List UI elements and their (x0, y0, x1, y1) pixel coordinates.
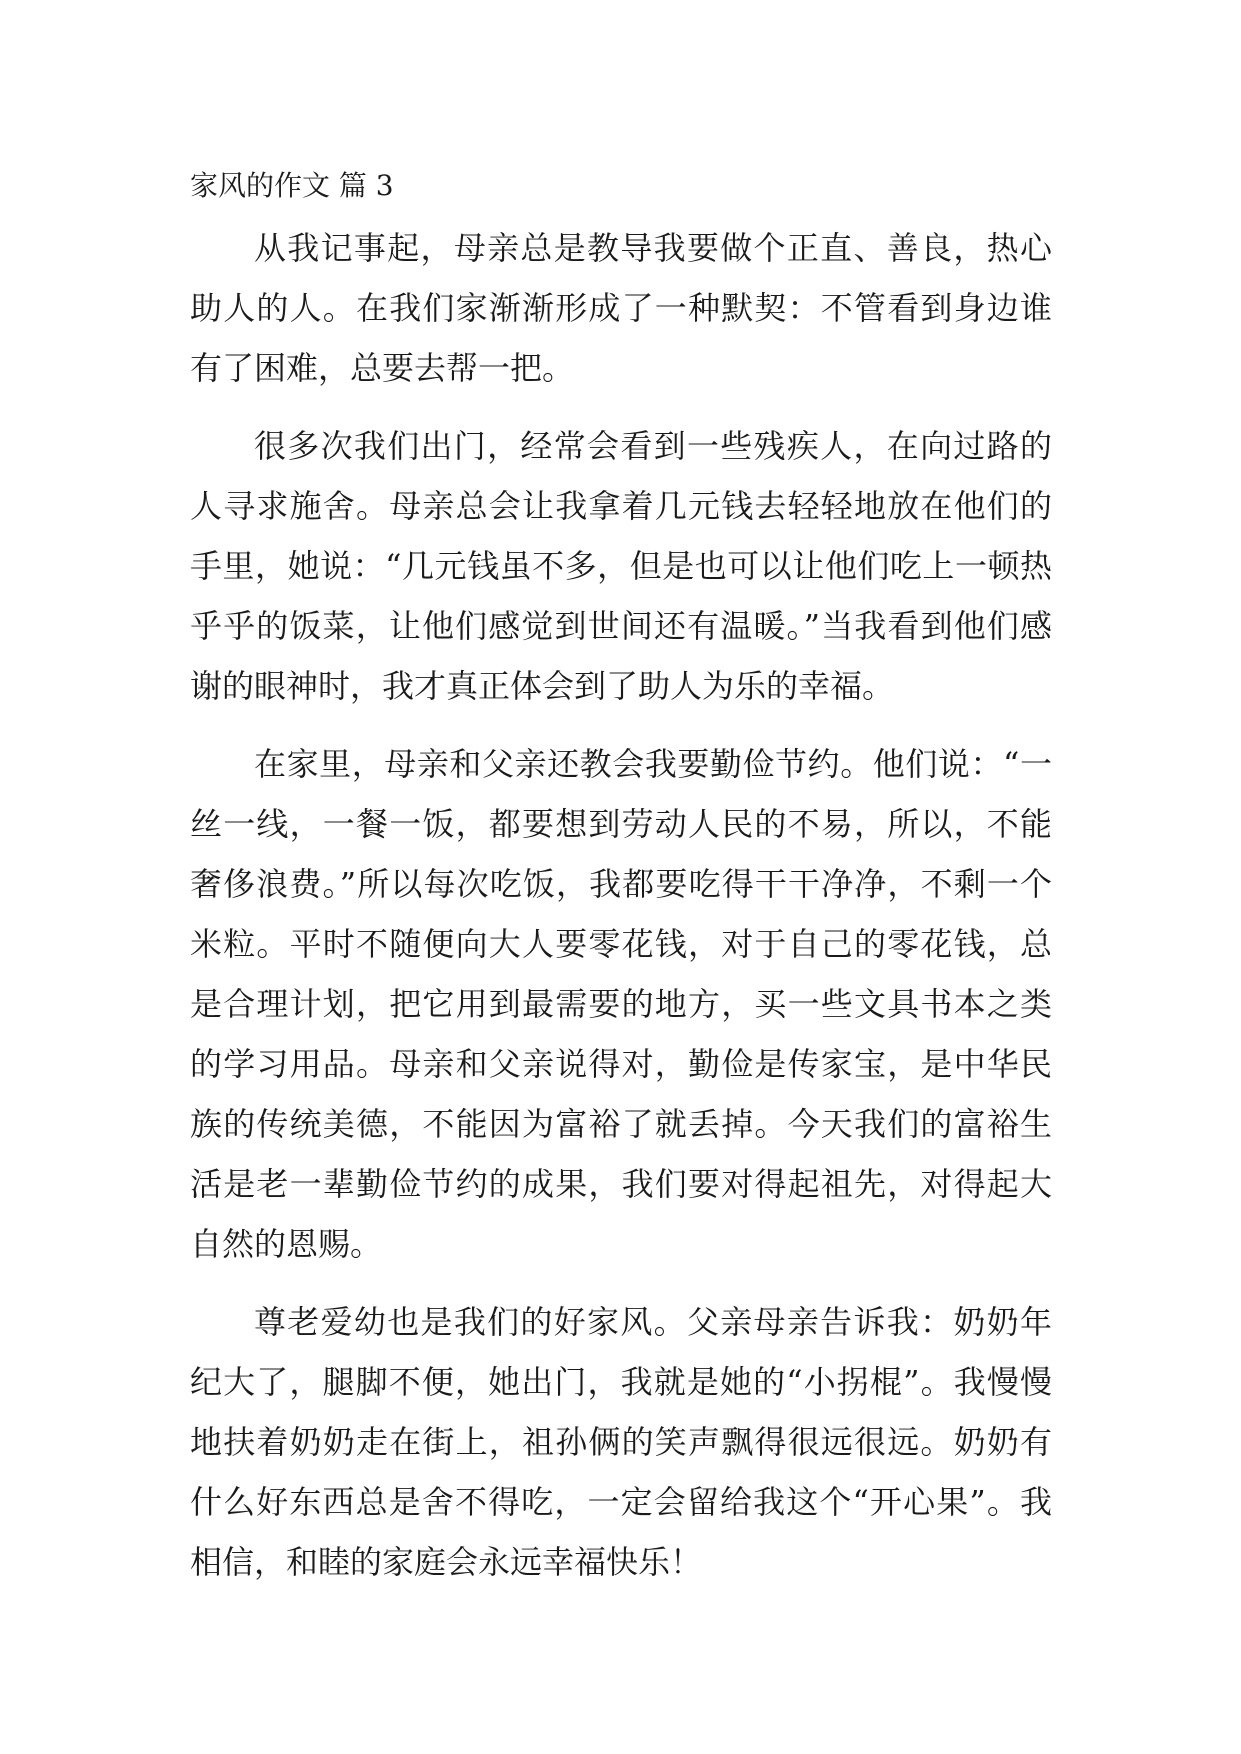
paragraph-1: 从我记事起，母亲总是教导我要做个正直、善良，热心助人的人。在我们家渐渐形成了一种默契：不管看到身边谁有了困难，总要去帮一把。 (190, 229, 1052, 387)
paragraph-2: 很多次我们出门，经常会看到一些残疾人，在向过路的人寻求施舍。母亲总会让我拿着几元钱去轻轻地放在他们的手里，她说：“几元钱虽不多，但是也可以让他们吃上一顿热乎乎的饭菜，让他们感觉到世间还有温暖。”当我看到他们感谢的眼神时，我才真正体会到了助人为乐的幸福。 (190, 427, 1052, 705)
document-body (190, 218, 1052, 1610)
document-heading: 家风的作文 篇 3 (190, 169, 394, 202)
paragraph-4: 尊老爱幼也是我们的好家风。父亲母亲告诉我：奶奶年纪大了，腿脚不便，她出门，我就是她的“小拐棍”。我慢慢地扶着奶奶走在街上，祖孙俩的笑声飘得很远很远。奶奶有什么好东西总是舍不得吃，一定会留给我这个“开心果”。我相信，和睦的家庭会永远幸福快乐！ (190, 1303, 1052, 1581)
paragraph-3: 在家里，母亲和父亲还教会我要勤俭节约。他们说：“一丝一线，一餐一饭，都要想到劳动人民的不易，所以，不能奢侈浪费。”所以每次吃饭，我都要吃得干干净净，不剩一个米粒。平时不随便向大人要零花钱，对于自己的零花钱，总是合理计划，把它用到最需要的地方，买一些文具书本之类的学习用品。母亲和父亲说得对，勤俭是传家宝，是中华民族的传统美德，不能因为富裕了就丢掉。今天我们的富裕生活是老一辈勤俭节约的成果，我们要对得起祖先，对得起大自然的恩赐。 (190, 745, 1052, 1263)
